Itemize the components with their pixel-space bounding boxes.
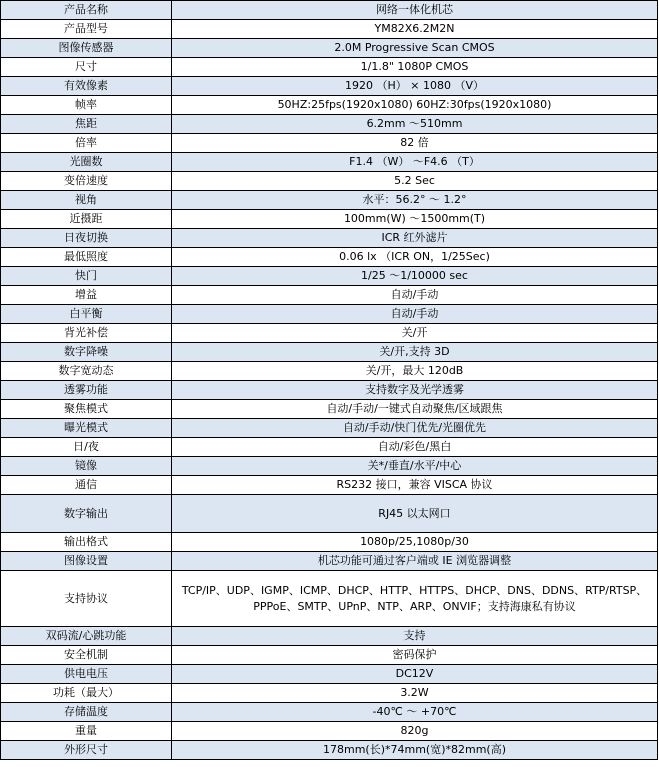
- table-row: [1, 665, 658, 684]
- spec-label: 光圈数: [1, 153, 172, 172]
- table-row: [1, 248, 658, 267]
- spec-value: 关/开: [172, 324, 658, 343]
- spec-label: 图像设置: [1, 552, 172, 571]
- spec-label: 聚焦模式: [1, 400, 172, 419]
- spec-value: 820g: [172, 722, 658, 741]
- spec-value: 50HZ:25fps(1920x1080) 60HZ:30fps(1920x1080): [172, 96, 658, 115]
- spec-value: RS232 接口，兼容 VISCA 协议: [172, 476, 658, 495]
- spec-label: 数字降噪: [1, 343, 172, 362]
- spec-value: TCP/IP、UDP、IGMP、ICMP、DHCP、HTTP、HTTPS、DHCP、DNS、DDNS、RTP/RTSP、PPPoE、SMTP、UPnP、NTP、ARP、ONVIF；支持海康私有协议: [172, 571, 658, 627]
- spec-label: 数字宽动态: [1, 362, 172, 381]
- spec-label: 双码流/心跳功能: [1, 627, 172, 646]
- spec-value: 自动/手动/快门优先/光圈优先: [172, 419, 658, 438]
- table-row: [1, 552, 658, 571]
- spec-value: 6.2mm ～510mm: [172, 115, 658, 134]
- table-row: [1, 646, 658, 665]
- spec-value: 机芯功能可通过客户端或 IE 浏览器调整: [172, 552, 658, 571]
- spec-label: 安全机制: [1, 646, 172, 665]
- spec-value: 100mm(W) ～1500mm(T): [172, 210, 658, 229]
- spec-label: 输出格式: [1, 533, 172, 552]
- spec-label: 近摄距: [1, 210, 172, 229]
- table-row: [1, 286, 658, 305]
- table-row: [1, 324, 658, 343]
- table-row: [1, 343, 658, 362]
- spec-value: 自动/手动/一键式自动聚焦/区域跟焦: [172, 400, 658, 419]
- spec-label: 支持协议: [1, 571, 172, 627]
- spec-value: 支持: [172, 627, 658, 646]
- spec-value: DC12V: [172, 665, 658, 684]
- spec-label: 产品名称: [1, 1, 172, 20]
- table-row: [1, 476, 658, 495]
- table-row: [1, 571, 658, 627]
- spec-label: 外形尺寸: [1, 741, 172, 760]
- spec-value: 178mm(长)*74mm(宽)*82mm(高): [172, 741, 658, 760]
- spec-value: 网络一体化机芯: [172, 1, 658, 20]
- spec-label: 倍率: [1, 134, 172, 153]
- spec-value: 1920 （H） × 1080 （V）: [172, 77, 658, 96]
- table-row: [1, 153, 658, 172]
- spec-label: 有效像素: [1, 77, 172, 96]
- table-row: [1, 20, 658, 39]
- table-row: [1, 58, 658, 77]
- table-row: [1, 703, 658, 722]
- spec-value: 0.06 lx （ICR ON，1/25Sec): [172, 248, 658, 267]
- spec-label: 重量: [1, 722, 172, 741]
- spec-label: 产品型号: [1, 20, 172, 39]
- spec-value: 3.2W: [172, 684, 658, 703]
- spec-value: 2.0M Progressive Scan CMOS: [172, 39, 658, 58]
- spec-label: 数字输出: [1, 495, 172, 533]
- spec-label: 增益: [1, 286, 172, 305]
- table-row: [1, 1, 658, 20]
- spec-value: YM82X6.2M2N: [172, 20, 658, 39]
- spec-value: -40℃ ～ +70℃: [172, 703, 658, 722]
- spec-value: 支持数字及光学透雾: [172, 381, 658, 400]
- table-row: [1, 741, 658, 760]
- spec-value: 关/开，最大 120dB: [172, 362, 658, 381]
- spec-label: 通信: [1, 476, 172, 495]
- spec-value: 水平：56.2° ～ 1.2°: [172, 191, 658, 210]
- table-row: [1, 495, 658, 533]
- spec-label: 图像传感器: [1, 39, 172, 58]
- spec-label: 焦距: [1, 115, 172, 134]
- table-row: [1, 684, 658, 703]
- spec-value: ICR 红外滤片: [172, 229, 658, 248]
- spec-value: 82 倍: [172, 134, 658, 153]
- spec-label: 白平衡: [1, 305, 172, 324]
- table-row: [1, 627, 658, 646]
- table-row: [1, 362, 658, 381]
- spec-table-body: [1, 1, 658, 760]
- spec-label: 最低照度: [1, 248, 172, 267]
- spec-label: 帧率: [1, 96, 172, 115]
- spec-label: 快门: [1, 267, 172, 286]
- spec-label: 日夜切换: [1, 229, 172, 248]
- table-row: [1, 381, 658, 400]
- spec-value: 关/开,支持 3D: [172, 343, 658, 362]
- spec-value: 自动/手动: [172, 286, 658, 305]
- spec-value: 自动/手动: [172, 305, 658, 324]
- spec-label: 曝光模式: [1, 419, 172, 438]
- table-row: [1, 115, 658, 134]
- table-row: [1, 267, 658, 286]
- table-row: [1, 533, 658, 552]
- spec-value: 1/25 ～1/10000 sec: [172, 267, 658, 286]
- spec-value: 1/1.8" 1080P CMOS: [172, 58, 658, 77]
- table-row: [1, 172, 658, 191]
- spec-label: 视角: [1, 191, 172, 210]
- spec-label: 镜像: [1, 457, 172, 476]
- spec-label: 尺寸: [1, 58, 172, 77]
- table-row: [1, 96, 658, 115]
- spec-label: 日/夜: [1, 438, 172, 457]
- spec-label: 功耗（最大）: [1, 684, 172, 703]
- table-row: [1, 39, 658, 58]
- spec-label: 背光补偿: [1, 324, 172, 343]
- table-row: [1, 438, 658, 457]
- table-row: [1, 134, 658, 153]
- table-row: [1, 77, 658, 96]
- spec-value: 5.2 Sec: [172, 172, 658, 191]
- table-row: [1, 457, 658, 476]
- spec-value: 1080p/25,1080p/30: [172, 533, 658, 552]
- table-row: [1, 400, 658, 419]
- spec-value: 自动/彩色/黑白: [172, 438, 658, 457]
- spec-label: 透雾功能: [1, 381, 172, 400]
- spec-label: 供电电压: [1, 665, 172, 684]
- spec-value: 关*/垂直/水平/中心: [172, 457, 658, 476]
- table-row: [1, 419, 658, 438]
- table-row: [1, 229, 658, 248]
- spec-value: F1.4 （W） ～F4.6 （T）: [172, 153, 658, 172]
- spec-value: RJ45 以太网口: [172, 495, 658, 533]
- table-row: [1, 210, 658, 229]
- table-row: [1, 305, 658, 324]
- spec-label: 存储温度: [1, 703, 172, 722]
- table-row: [1, 191, 658, 210]
- spec-value: 密码保护: [172, 646, 658, 665]
- table-row: [1, 722, 658, 741]
- spec-label: 变倍速度: [1, 172, 172, 191]
